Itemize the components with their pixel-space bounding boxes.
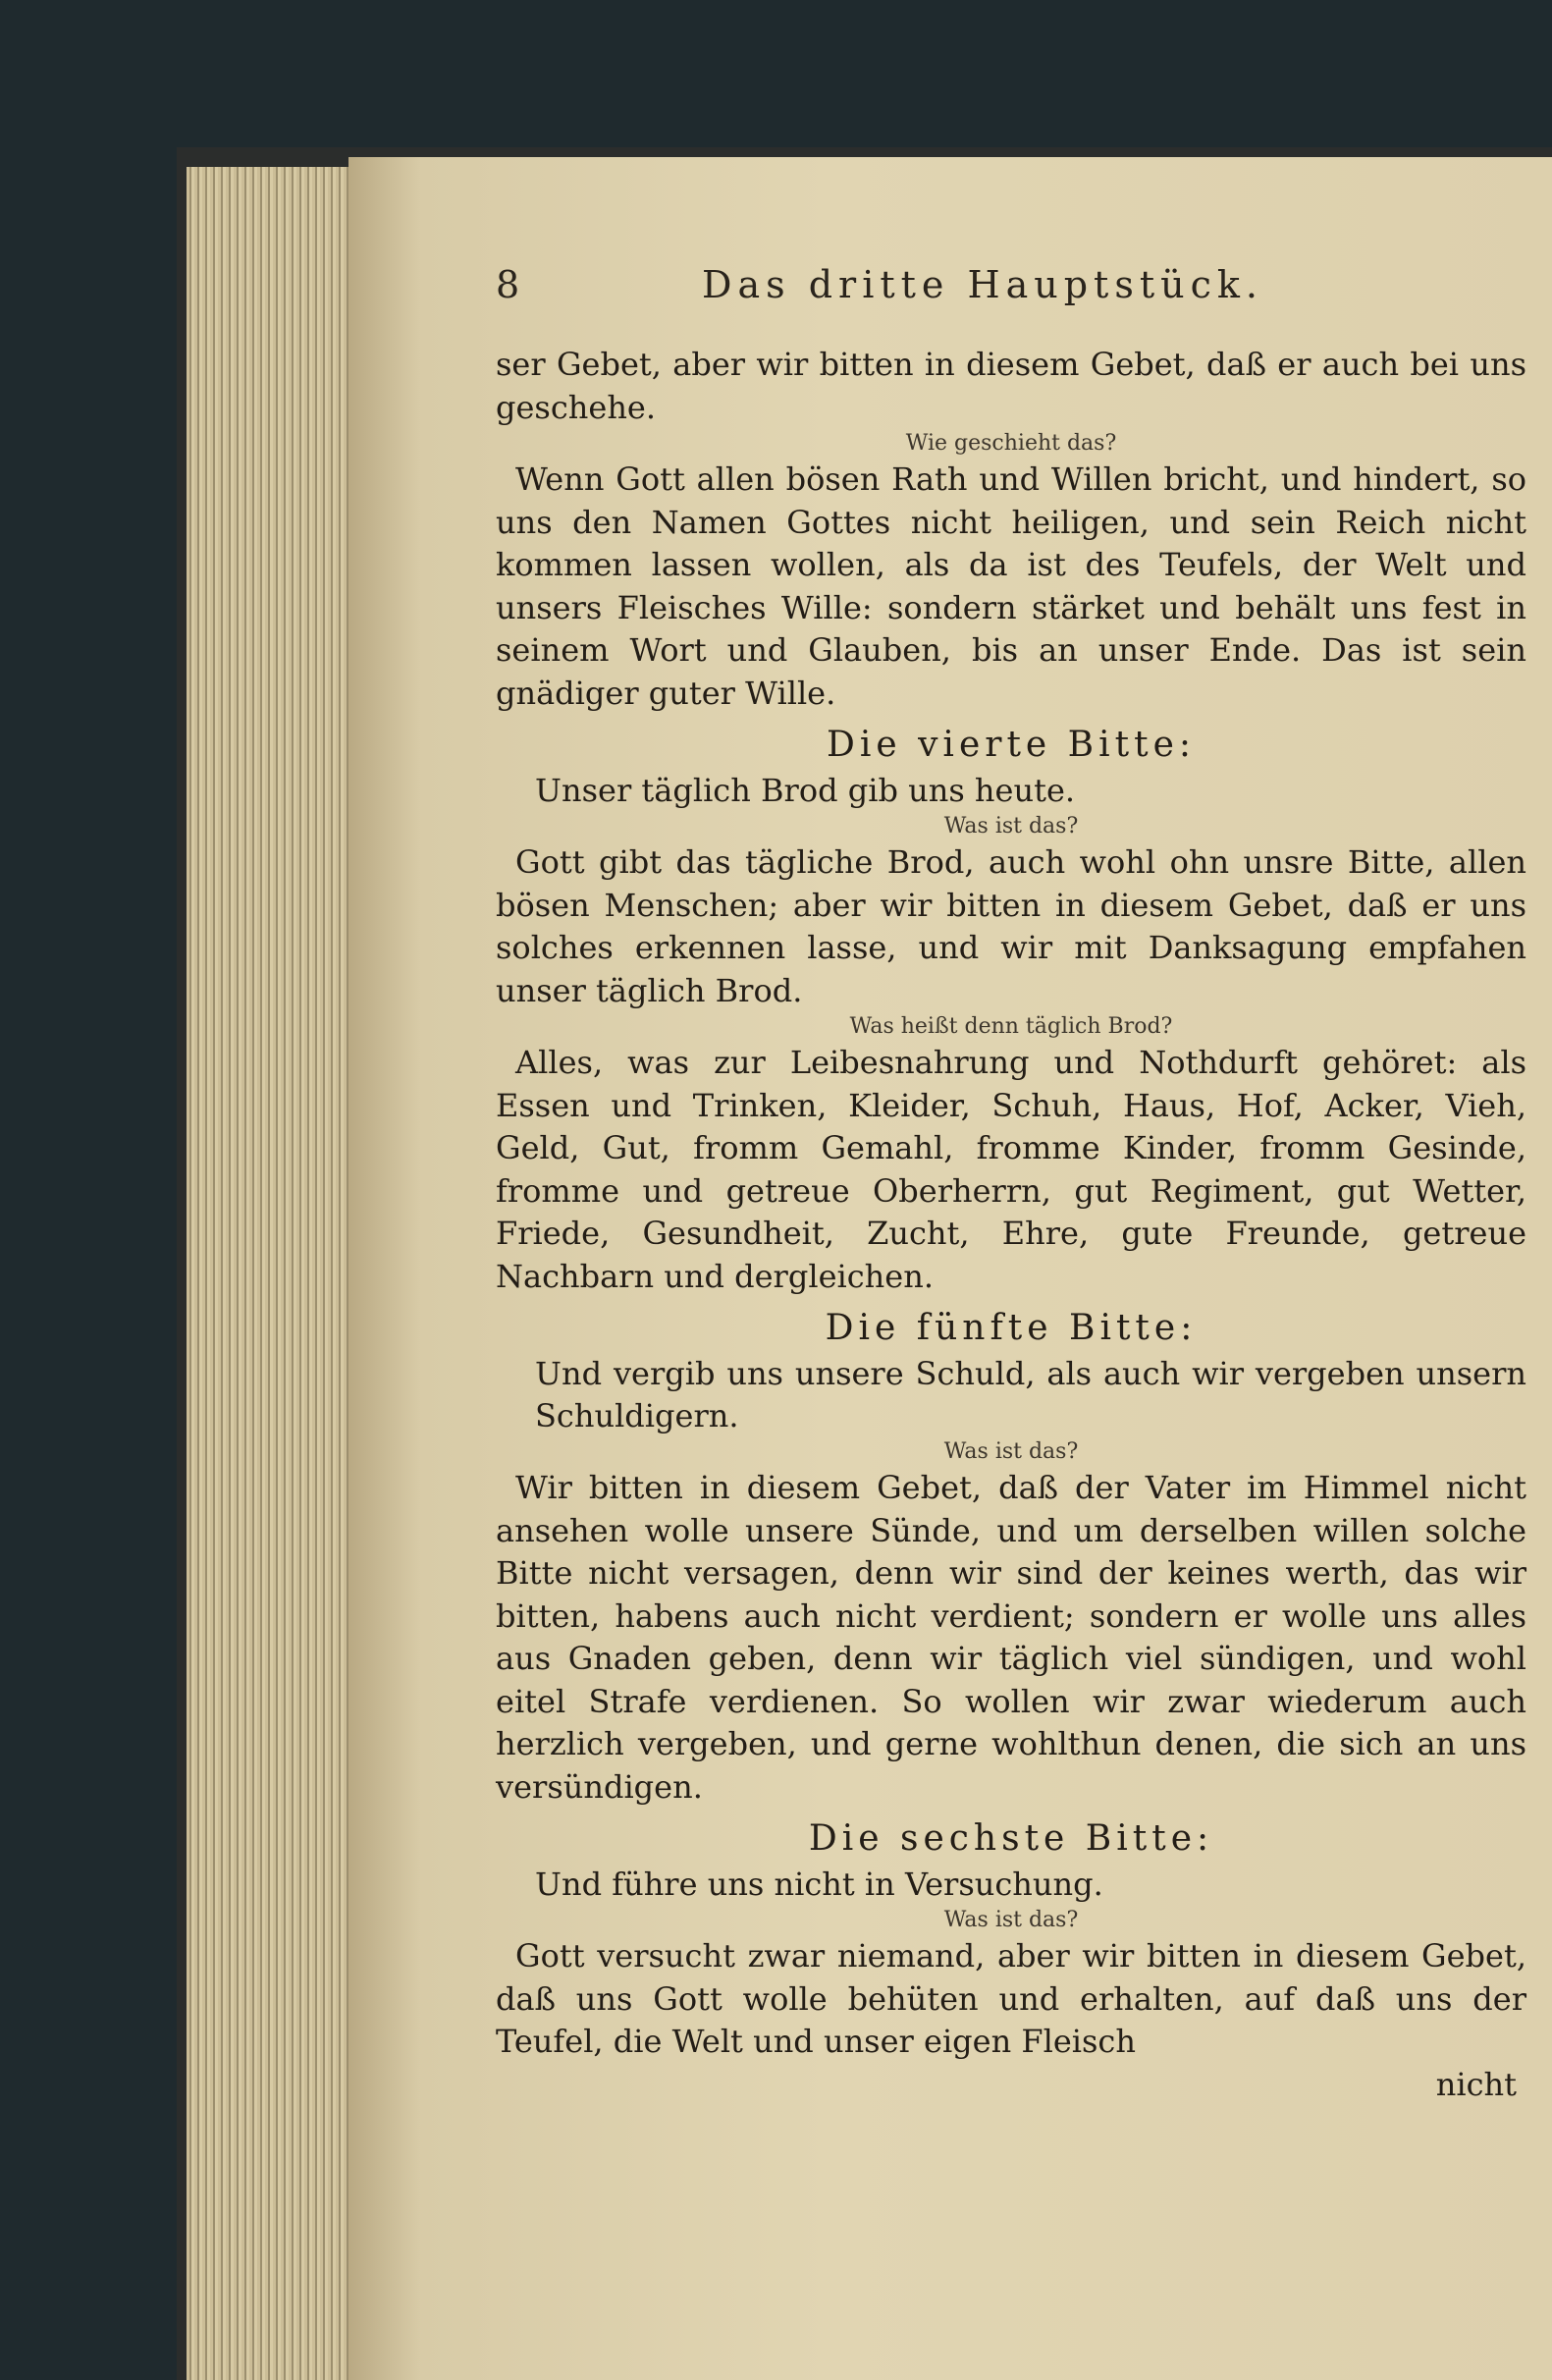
book-page (348, 157, 1552, 2380)
paragraph-4: Alles, was zur Leibesnahrung und Nothdurft gehöret: als Essen und Trinken, Kleider, Schuh, Haus, Hof, Acker, Vieh, Geld, Gut, fromm Gemahl, fromme Kinder, fromm Gesinde, fromme und getreue Oberherrn, gut Regiment, gut Wetter, Friede, Gesundheit, Zucht, Ehre, gute Freunde, getreue Nachbarn und dergleichen. (496, 1044, 1526, 1295)
verse-fifth-petition: Und vergib uns unsere Schuld, als auch wir vergeben unsern Schuldigern. (535, 1355, 1526, 1434)
paragraph-5: Wir bitten in diesem Gebet, daß der Vater im Himmel nicht ansehen wolle unsere Sünde, und um derselben willen solche Bitte nicht versagen, denn wir sind der keines werth, das wir bitten, habens auch nicht verdient; sondern er wolle uns alles aus Gnaden geben, denn wir täglich viel sündigen, und wohl eitel Strafe verdienen. So wollen wir zwar wiederum auch herzlich vergeben, und gerne wohlthun denen, die sich an uns versündigen. (496, 1469, 1526, 1806)
catchword: nicht (1435, 2065, 1517, 2103)
heading-fifth-petition: Die fünfte Bitte: (825, 1308, 1198, 1348)
page-edges (187, 167, 353, 2380)
page-number: 8 (496, 263, 520, 306)
heading-fourth-petition: Die vierte Bitte: (826, 725, 1197, 765)
paragraph-1: ser Gebet, aber wir bitten in diesem Gebet, daß er auch bei uns geschehe. (496, 346, 1526, 426)
verse-fourth-petition: Unser täglich Brod gib uns heute. (535, 772, 1076, 809)
question-2: Was ist das? (943, 814, 1079, 838)
paragraph-2: Wenn Gott allen bösen Rath und Willen bricht, und hindert, so uns den Namen Gottes nicht heiligen, und sein Reich nicht kommen lassen wollen, als da ist des Teufels, der Welt und unsers Fleisches Wille: sondern stärket und behält uns fest in seinem Wort und Glauben, bis an unser Ende. Das ist sein gnädiger guter Wille. (496, 460, 1526, 712)
question-4: Was ist das? (943, 1439, 1079, 1464)
paragraph-3: Gott gibt das tägliche Brod, auch wohl ohn unsre Bitte, allen bösen Menschen; aber wir bitten in diesem Gebet, daß er uns solches erkennen lasse, und wir mit Danksagung empfahen unser täglich Brod. (496, 843, 1526, 1009)
question-1: Wie geschieht das? (905, 431, 1117, 456)
running-title: Das dritte Hauptstück. (702, 263, 1263, 306)
page-text (496, 344, 1526, 2106)
question-5: Was ist das? (943, 1908, 1079, 1932)
question-3: Was heißt denn täglich Brod? (849, 1014, 1173, 1039)
verse-sixth-petition: Und führe uns nicht in Versuchung. (535, 1866, 1103, 1903)
heading-sixth-petition: Die sechste Bitte: (808, 1818, 1214, 1859)
paragraph-6: Gott versucht zwar niemand, aber wir bitten in diesem Gebet, daß uns Gott wolle behüten und erhalten, auf daß uns der Teufel, die Welt und unser eigen Fleisch (496, 1937, 1526, 2060)
